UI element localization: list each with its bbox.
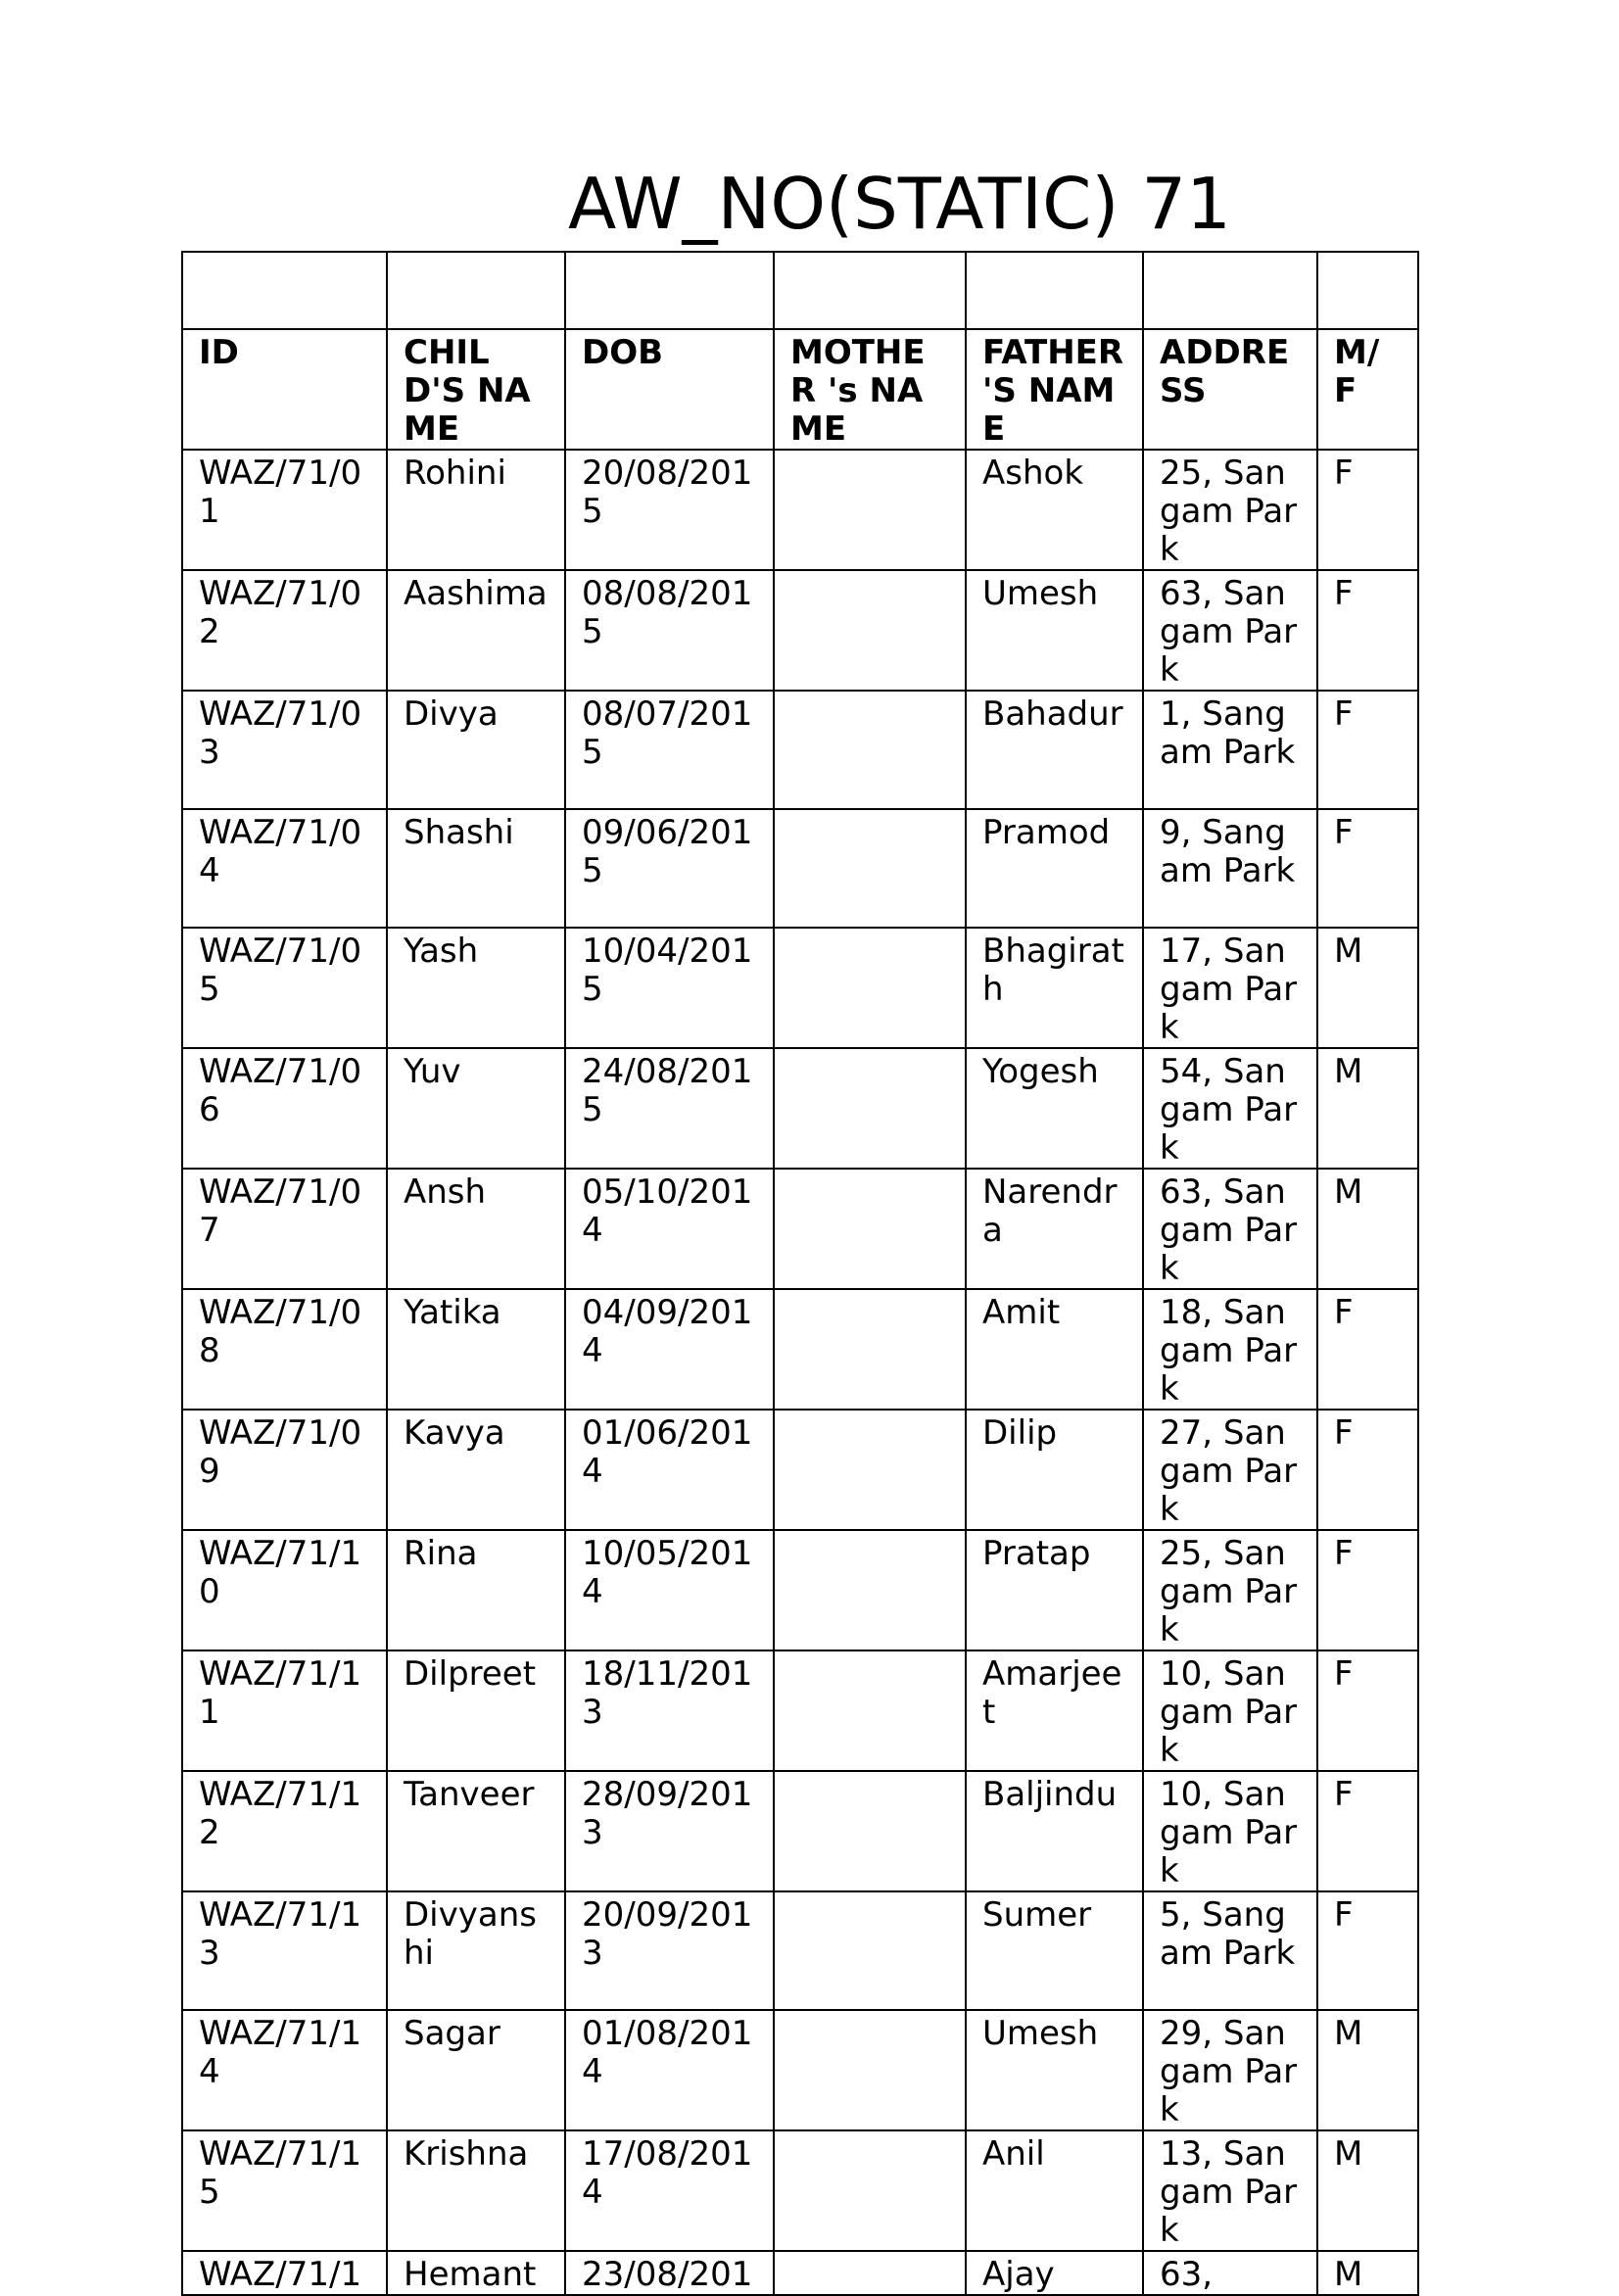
cell-dob: 23/08/201 — [565, 2251, 774, 2295]
cell-gender: M — [1317, 928, 1418, 1048]
cell-dob: 08/07/2015 — [565, 691, 774, 809]
cell-mother-name — [774, 1891, 966, 2010]
cell-father-name: Umesh — [966, 570, 1143, 691]
cell-id: WAZ/71/05 — [182, 928, 387, 1048]
table-row — [182, 2130, 1418, 2251]
cell-child-name: Yuv — [387, 1048, 565, 1169]
cell-father-name: Dilip — [966, 1410, 1143, 1530]
cell-mother-name — [774, 1530, 966, 1650]
cell-id: WAZ/71/03 — [182, 691, 387, 809]
cell-child-name: Yash — [387, 928, 565, 1048]
cell-mother-name — [774, 1048, 966, 1169]
cell-mother-name — [774, 928, 966, 1048]
cell-gender: M — [1317, 1048, 1418, 1169]
cell-mother-name — [774, 570, 966, 691]
cell-address: 17, Sangam Park — [1143, 928, 1317, 1048]
cell-child-name: Rohini — [387, 450, 565, 570]
table-row — [182, 570, 1418, 691]
cell-id: WAZ/71/01 — [182, 450, 387, 570]
table-row — [182, 1289, 1418, 1410]
cell-mother-name — [774, 1650, 966, 1771]
page-title: AW_NO(STATIC) 71 — [568, 163, 1231, 245]
table-row — [182, 450, 1418, 570]
cell-mother-name — [774, 809, 966, 928]
cell-dob: 01/06/2014 — [565, 1410, 774, 1530]
blank-cell — [1143, 252, 1317, 329]
cell-father-name: Bhagirath — [966, 928, 1143, 1048]
cell-gender: F — [1317, 1650, 1418, 1771]
cell-address: 10, Sangam Park — [1143, 1650, 1317, 1771]
children-register-table — [181, 251, 1419, 2296]
cell-child-name: Krishna — [387, 2130, 565, 2251]
table-row — [182, 1169, 1418, 1289]
cell-mother-name — [774, 1289, 966, 1410]
cell-father-name: Anil — [966, 2130, 1143, 2251]
cell-gender: F — [1317, 1771, 1418, 1891]
cell-dob: 17/08/2014 — [565, 2130, 774, 2251]
cell-mother-name — [774, 1771, 966, 1891]
cell-child-name: Ansh — [387, 1169, 565, 1289]
cell-child-name: Kavya — [387, 1410, 565, 1530]
cell-father-name: Baljindu — [966, 1771, 1143, 1891]
cell-address: 63, Sangam Park — [1143, 1169, 1317, 1289]
cell-address: 10, Sangam Park — [1143, 1771, 1317, 1891]
cell-mother-name — [774, 2130, 966, 2251]
column-header-gender: M/F — [1317, 329, 1418, 450]
cell-address: 29, Sangam Park — [1143, 2010, 1317, 2130]
blank-cell — [774, 252, 966, 329]
cell-address: 63, — [1143, 2251, 1317, 2295]
cell-mother-name — [774, 1169, 966, 1289]
cell-gender: M — [1317, 2130, 1418, 2251]
cell-dob: 01/08/2014 — [565, 2010, 774, 2130]
cell-father-name: Pramod — [966, 809, 1143, 928]
cell-id: WAZ/71/07 — [182, 1169, 387, 1289]
cell-child-name: Aashima — [387, 570, 565, 691]
table-row — [182, 691, 1418, 809]
blank-cell — [1317, 252, 1418, 329]
cell-dob: 09/06/2015 — [565, 809, 774, 928]
cell-mother-name — [774, 691, 966, 809]
cell-address: 13, Sangam Park — [1143, 2130, 1317, 2251]
table-row — [182, 928, 1418, 1048]
blank-row — [182, 252, 1418, 329]
cell-child-name: Yatika — [387, 1289, 565, 1410]
cell-id: WAZ/71/02 — [182, 570, 387, 691]
column-header-id: ID — [182, 329, 387, 450]
blank-cell — [182, 252, 387, 329]
cell-id: WAZ/71/06 — [182, 1048, 387, 1169]
cell-dob: 04/09/2014 — [565, 1289, 774, 1410]
column-header-mother-name: MOTHER 's NAME — [774, 329, 966, 450]
table-row — [182, 1410, 1418, 1530]
cell-dob: 05/10/2014 — [565, 1169, 774, 1289]
cell-dob: 20/09/2013 — [565, 1891, 774, 2010]
cell-id: WAZ/71/04 — [182, 809, 387, 928]
blank-cell — [387, 252, 565, 329]
cell-child-name: Dilpreet — [387, 1650, 565, 1771]
cell-gender: F — [1317, 570, 1418, 691]
cell-father-name: Bahadur — [966, 691, 1143, 809]
cell-gender: M — [1317, 2010, 1418, 2130]
table-row — [182, 1530, 1418, 1650]
cell-gender: F — [1317, 691, 1418, 809]
cell-address: 63, Sangam Park — [1143, 570, 1317, 691]
cell-gender: F — [1317, 450, 1418, 570]
cell-address: 5, Sangam Park — [1143, 1891, 1317, 2010]
blank-cell — [966, 252, 1143, 329]
cell-father-name: Amarjeet — [966, 1650, 1143, 1771]
cell-child-name: Hemant — [387, 2251, 565, 2295]
cell-father-name: Ajay — [966, 2251, 1143, 2295]
cell-father-name: Amit — [966, 1289, 1143, 1410]
cell-child-name: Divyanshi — [387, 1891, 565, 2010]
cell-id: WAZ/71/09 — [182, 1410, 387, 1530]
cell-father-name: Sumer — [966, 1891, 1143, 2010]
cell-mother-name — [774, 2251, 966, 2295]
cell-address: 9, Sangam Park — [1143, 809, 1317, 928]
cell-father-name: Ashok — [966, 450, 1143, 570]
cell-child-name: Sagar — [387, 2010, 565, 2130]
cell-address: 18, Sangam Park — [1143, 1289, 1317, 1410]
cell-id: WAZ/71/1 — [182, 2251, 387, 2295]
table-row — [182, 2251, 1418, 2295]
cell-dob: 20/08/2015 — [565, 450, 774, 570]
cell-gender: F — [1317, 1891, 1418, 2010]
table-row — [182, 1771, 1418, 1891]
cell-father-name: Yogesh — [966, 1048, 1143, 1169]
cell-dob: 18/11/2013 — [565, 1650, 774, 1771]
cell-id: WAZ/71/11 — [182, 1650, 387, 1771]
table-row — [182, 809, 1418, 928]
cell-address: 1, Sangam Park — [1143, 691, 1317, 809]
cell-id: WAZ/71/13 — [182, 1891, 387, 2010]
cell-id: WAZ/71/14 — [182, 2010, 387, 2130]
column-header-child-name: CHILD'S NAME — [387, 329, 565, 450]
cell-id: WAZ/71/12 — [182, 1771, 387, 1891]
column-header-address: ADDRE SS — [1143, 329, 1317, 450]
blank-cell — [565, 252, 774, 329]
cell-father-name: Umesh — [966, 2010, 1143, 2130]
cell-gender: M — [1317, 1169, 1418, 1289]
cell-address: 25, Sangam Park — [1143, 1530, 1317, 1650]
table-row — [182, 2010, 1418, 2130]
cell-dob: 28/09/2013 — [565, 1771, 774, 1891]
cell-dob: 24/08/2015 — [565, 1048, 774, 1169]
cell-id: WAZ/71/10 — [182, 1530, 387, 1650]
cell-mother-name — [774, 2010, 966, 2130]
cell-dob: 10/04/2015 — [565, 928, 774, 1048]
cell-child-name: Shashi — [387, 809, 565, 928]
cell-father-name: Narendra — [966, 1169, 1143, 1289]
cell-id: WAZ/71/08 — [182, 1289, 387, 1410]
column-header-dob: DOB — [565, 329, 774, 450]
cell-address: 27, Sangam Park — [1143, 1410, 1317, 1530]
cell-id: WAZ/71/15 — [182, 2130, 387, 2251]
cell-child-name: Divya — [387, 691, 565, 809]
cell-dob: 08/08/2015 — [565, 570, 774, 691]
cell-child-name: Tanveer — [387, 1771, 565, 1891]
cell-gender: F — [1317, 1289, 1418, 1410]
cell-mother-name — [774, 1410, 966, 1530]
cell-address: 25, Sangam Park — [1143, 450, 1317, 570]
header-row — [182, 329, 1418, 450]
cell-gender: F — [1317, 1530, 1418, 1650]
cell-gender: M — [1317, 2251, 1418, 2295]
cell-gender: F — [1317, 809, 1418, 928]
table-row — [182, 1650, 1418, 1771]
cell-dob: 10/05/2014 — [565, 1530, 774, 1650]
cell-address: 54, Sangam Park — [1143, 1048, 1317, 1169]
table-row — [182, 1048, 1418, 1169]
cell-father-name: Pratap — [966, 1530, 1143, 1650]
column-header-father-name: FATHER 'S NAME — [966, 329, 1143, 450]
table-row — [182, 1891, 1418, 2010]
cell-mother-name — [774, 450, 966, 570]
cell-child-name: Rina — [387, 1530, 565, 1650]
cell-gender: F — [1317, 1410, 1418, 1530]
